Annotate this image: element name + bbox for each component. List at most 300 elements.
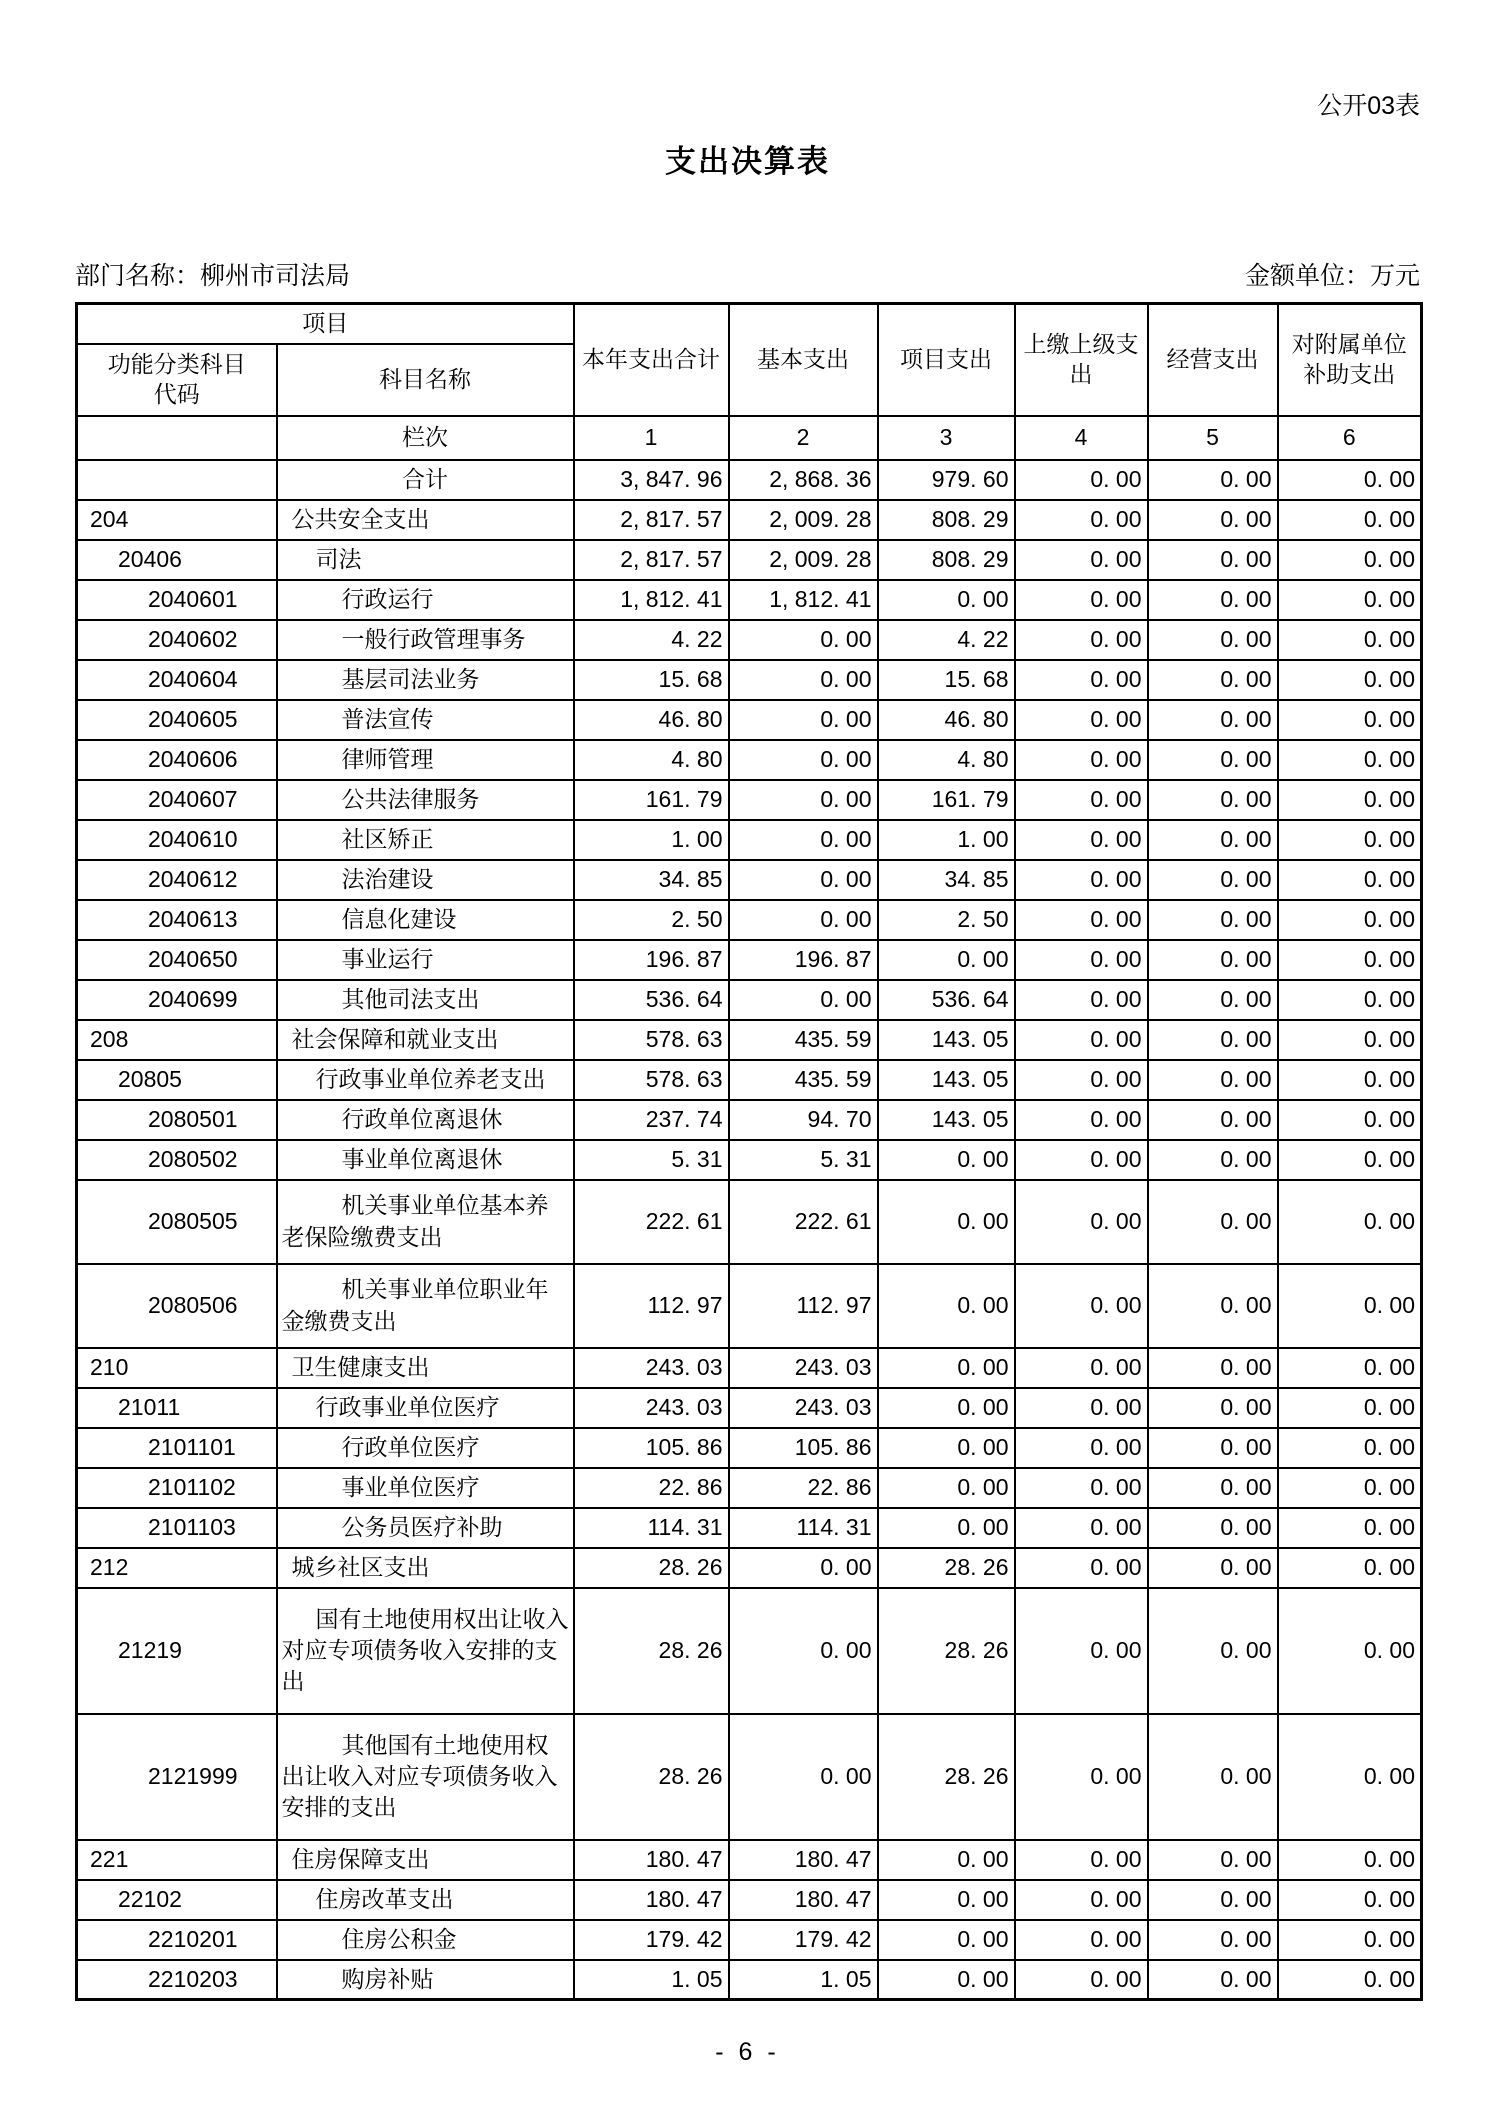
value-cell: 808. 29	[878, 540, 1015, 580]
value-cell: 28. 26	[878, 1588, 1015, 1714]
code-cell: 2040601	[77, 580, 277, 620]
code-cell: 2040606	[77, 740, 277, 780]
value-cell: 0. 00	[1278, 1880, 1422, 1920]
value-cell: 0. 00	[1015, 1960, 1148, 2000]
subject-name-cell: 国有土地使用权出让收入对应专项债务收入安排的支出	[277, 1588, 574, 1714]
subject-name-cell: 司法	[277, 540, 574, 580]
subject-name-cell: 公共法律服务	[277, 780, 574, 820]
value-cell: 0. 00	[1278, 1714, 1422, 1840]
value-cell: 22. 86	[574, 1468, 729, 1508]
value-cell: 180. 47	[729, 1880, 878, 1920]
value-cell: 0. 00	[1278, 1588, 1422, 1714]
value-cell: 0. 00	[1148, 820, 1278, 860]
code-cell: 212	[77, 1548, 277, 1588]
value-cell: 0. 00	[1148, 1468, 1278, 1508]
value-cell: 0. 00	[1015, 1920, 1148, 1960]
value-cell: 0. 00	[878, 580, 1015, 620]
subject-name-cell: 公共安全支出	[277, 500, 574, 540]
header-col-total: 本年支出合计	[574, 304, 729, 416]
value-cell: 4. 80	[574, 740, 729, 780]
department-label: 部门名称：柳州市司法局	[75, 262, 351, 290]
code-cell: 2040607	[77, 780, 277, 820]
code-cell: 2040612	[77, 860, 277, 900]
table-row	[77, 940, 1422, 980]
code-cell: 2040699	[77, 980, 277, 1020]
value-cell: 0. 00	[1015, 900, 1148, 940]
value-cell: 435. 59	[729, 1020, 878, 1060]
form-label: 公开03表	[1317, 92, 1420, 120]
value-cell: 15. 68	[574, 660, 729, 700]
table-row	[77, 1180, 1422, 1264]
value-cell: 179. 42	[729, 1920, 878, 1960]
value-cell: 0. 00	[1148, 700, 1278, 740]
table-row	[77, 1840, 1422, 1880]
value-cell: 979. 60	[878, 460, 1015, 500]
code-cell: 2080506	[77, 1264, 277, 1348]
value-cell: 112. 97	[729, 1264, 878, 1348]
code-cell: 20805	[77, 1060, 277, 1100]
value-cell: 0. 00	[1148, 1140, 1278, 1180]
value-cell: 0. 00	[729, 660, 878, 700]
subject-name-cell: 事业运行	[277, 940, 574, 980]
value-cell: 237. 74	[574, 1100, 729, 1140]
value-cell: 243. 03	[574, 1388, 729, 1428]
value-cell: 578. 63	[574, 1020, 729, 1060]
value-cell: 0. 00	[1015, 1548, 1148, 1588]
value-cell: 0. 00	[729, 780, 878, 820]
value-cell: 94. 70	[729, 1100, 878, 1140]
table-row	[77, 580, 1422, 620]
value-cell: 0. 00	[1015, 740, 1148, 780]
code-cell: 2101103	[77, 1508, 277, 1548]
code-cell: 2080502	[77, 1140, 277, 1180]
value-cell: 0. 00	[1148, 620, 1278, 660]
value-cell: 0. 00	[1278, 620, 1422, 660]
value-cell: 0. 00	[1278, 1020, 1422, 1060]
header-col-project-exp: 项目支出	[878, 304, 1015, 416]
subject-name-cell: 事业单位医疗	[277, 1468, 574, 1508]
value-cell: 28. 26	[574, 1548, 729, 1588]
value-cell: 196. 87	[729, 940, 878, 980]
code-cell: 2040650	[77, 940, 277, 980]
table-row	[77, 1388, 1422, 1428]
value-cell: 0. 00	[1015, 1180, 1148, 1264]
value-cell: 2. 50	[574, 900, 729, 940]
value-cell: 0. 00	[1148, 660, 1278, 700]
value-cell: 0. 00	[878, 1840, 1015, 1880]
value-cell: 808. 29	[878, 500, 1015, 540]
subject-name-cell: 公务员医疗补助	[277, 1508, 574, 1548]
subject-name-cell: 卫生健康支出	[277, 1348, 574, 1388]
value-cell: 143. 05	[878, 1060, 1015, 1100]
table-row	[77, 1100, 1422, 1140]
value-cell: 0. 00	[729, 740, 878, 780]
value-cell: 46. 80	[878, 700, 1015, 740]
value-cell: 0. 00	[1015, 1348, 1148, 1388]
value-cell: 0. 00	[1278, 1960, 1422, 2000]
value-cell: 0. 00	[1278, 660, 1422, 700]
code-cell: 208	[77, 1020, 277, 1060]
table-row	[77, 900, 1422, 940]
value-cell: 1, 812. 41	[729, 580, 878, 620]
value-cell: 0. 00	[878, 1140, 1015, 1180]
value-cell: 0. 00	[1148, 1388, 1278, 1428]
subject-name-cell: 事业单位离退休	[277, 1140, 574, 1180]
table-row	[77, 1508, 1422, 1548]
subject-name-cell: 法治建设	[277, 860, 574, 900]
code-cell	[77, 460, 277, 500]
table-row	[77, 1264, 1422, 1348]
subject-name-cell: 行政事业单位医疗	[277, 1388, 574, 1428]
value-cell: 0. 00	[878, 1920, 1015, 1960]
value-cell: 0. 00	[1278, 580, 1422, 620]
value-cell: 4. 22	[878, 620, 1015, 660]
value-cell: 0. 00	[1278, 1180, 1422, 1264]
code-cell: 20406	[77, 540, 277, 580]
value-cell: 3, 847. 96	[574, 460, 729, 500]
value-cell: 0. 00	[1148, 1428, 1278, 1468]
table-row	[77, 1588, 1422, 1714]
page-title: 支出决算表	[665, 144, 830, 179]
table-row	[77, 1960, 1422, 2000]
value-cell: 1. 05	[574, 1960, 729, 2000]
value-cell: 0. 00	[878, 1468, 1015, 1508]
value-cell: 0. 00	[1148, 500, 1278, 540]
table-row	[77, 1020, 1422, 1060]
value-cell: 114. 31	[574, 1508, 729, 1548]
value-cell: 0. 00	[1015, 1588, 1148, 1714]
lanci-col-1: 1	[574, 416, 729, 460]
value-cell: 0. 00	[1148, 980, 1278, 1020]
value-cell: 243. 03	[574, 1348, 729, 1388]
header-col-operating: 经营支出	[1148, 304, 1278, 416]
value-cell: 179. 42	[574, 1920, 729, 1960]
value-cell: 0. 00	[729, 1548, 878, 1588]
subject-name-cell: 住房保障支出	[277, 1840, 574, 1880]
table-row	[77, 460, 1422, 500]
value-cell: 0. 00	[878, 1348, 1015, 1388]
value-cell: 5. 31	[574, 1140, 729, 1180]
value-cell: 0. 00	[1015, 540, 1148, 580]
value-cell: 222. 61	[574, 1180, 729, 1264]
value-cell: 0. 00	[1015, 460, 1148, 500]
code-cell: 21011	[77, 1388, 277, 1428]
value-cell: 0. 00	[1148, 1880, 1278, 1920]
value-cell: 15. 68	[878, 660, 1015, 700]
value-cell: 0. 00	[729, 700, 878, 740]
subject-name-cell: 其他国有土地使用权出让收入对应专项债务收入安排的支出	[277, 1714, 574, 1840]
value-cell: 0. 00	[878, 1388, 1015, 1428]
value-cell: 2, 009. 28	[729, 500, 878, 540]
subject-name-cell: 一般行政管理事务	[277, 620, 574, 660]
subject-name-cell: 信息化建设	[277, 900, 574, 940]
value-cell: 0. 00	[1148, 1264, 1278, 1348]
value-cell: 0. 00	[1278, 700, 1422, 740]
lanci-empty-cell	[77, 416, 277, 460]
value-cell: 0. 00	[1015, 1468, 1148, 1508]
expenditure-table	[75, 302, 1423, 2001]
header-project: 项目	[77, 304, 574, 344]
lanci-label: 栏次	[277, 416, 574, 460]
value-cell: 0. 00	[1278, 900, 1422, 940]
subject-name-cell: 机关事业单位职业年金缴费支出	[277, 1264, 574, 1348]
value-cell: 0. 00	[1148, 1100, 1278, 1140]
value-cell: 0. 00	[1148, 1714, 1278, 1840]
value-cell: 0. 00	[729, 860, 878, 900]
subject-name-cell: 城乡社区支出	[277, 1548, 574, 1588]
value-cell: 0. 00	[1148, 1060, 1278, 1100]
table-row	[77, 620, 1422, 660]
value-cell: 0. 00	[1015, 700, 1148, 740]
value-cell: 180. 47	[574, 1840, 729, 1880]
value-cell: 0. 00	[1148, 1508, 1278, 1548]
value-cell: 0. 00	[1278, 820, 1422, 860]
value-cell: 0. 00	[1278, 1468, 1422, 1508]
value-cell: 143. 05	[878, 1100, 1015, 1140]
value-cell: 0. 00	[1015, 1508, 1148, 1548]
table-row	[77, 1468, 1422, 1508]
subject-name-cell: 行政运行	[277, 580, 574, 620]
value-cell: 0. 00	[1278, 1348, 1422, 1388]
code-cell: 204	[77, 500, 277, 540]
value-cell: 0. 00	[1015, 660, 1148, 700]
value-cell: 22. 86	[729, 1468, 878, 1508]
value-cell: 0. 00	[1278, 860, 1422, 900]
value-cell: 2, 817. 57	[574, 540, 729, 580]
value-cell: 1, 812. 41	[574, 580, 729, 620]
value-cell: 0. 00	[729, 980, 878, 1020]
subject-name-cell: 行政单位医疗	[277, 1428, 574, 1468]
value-cell: 105. 86	[574, 1428, 729, 1468]
subject-name-cell: 机关事业单位基本养老保险缴费支出	[277, 1180, 574, 1264]
value-cell: 0. 00	[1148, 780, 1278, 820]
value-cell: 0. 00	[1278, 1840, 1422, 1880]
value-cell: 0. 00	[1278, 540, 1422, 580]
lanci-col-4: 4	[1015, 416, 1148, 460]
value-cell: 0. 00	[1015, 1840, 1148, 1880]
value-cell: 0. 00	[878, 1960, 1015, 2000]
header-row-lanci	[77, 416, 1422, 460]
table-row	[77, 1920, 1422, 1960]
value-cell: 28. 26	[878, 1548, 1015, 1588]
table-row	[77, 780, 1422, 820]
value-cell: 243. 03	[729, 1388, 878, 1428]
value-cell: 1. 00	[574, 820, 729, 860]
table-row	[77, 1714, 1422, 1840]
value-cell: 161. 79	[878, 780, 1015, 820]
value-cell: 0. 00	[1148, 1020, 1278, 1060]
value-cell: 112. 97	[574, 1264, 729, 1348]
value-cell: 4. 80	[878, 740, 1015, 780]
lanci-col-5: 5	[1148, 416, 1278, 460]
value-cell: 0. 00	[1015, 1100, 1148, 1140]
value-cell: 0. 00	[1015, 780, 1148, 820]
table-row	[77, 980, 1422, 1020]
value-cell: 105. 86	[729, 1428, 878, 1468]
value-cell: 0. 00	[1148, 1840, 1278, 1880]
value-cell: 0. 00	[729, 900, 878, 940]
value-cell: 161. 79	[574, 780, 729, 820]
value-cell: 143. 05	[878, 1020, 1015, 1060]
header-col-subsidy: 对附属单位补助支出	[1278, 304, 1422, 416]
table-row	[77, 740, 1422, 780]
value-cell: 0. 00	[729, 1588, 878, 1714]
value-cell: 222. 61	[729, 1180, 878, 1264]
table-row	[77, 1140, 1422, 1180]
table-row	[77, 820, 1422, 860]
subject-name-cell: 购房补贴	[277, 1960, 574, 2000]
subject-name-cell: 合计	[277, 460, 574, 500]
table-row	[77, 1060, 1422, 1100]
code-cell: 2040602	[77, 620, 277, 660]
table-row	[77, 1428, 1422, 1468]
value-cell: 0. 00	[1278, 1508, 1422, 1548]
value-cell: 0. 00	[1148, 580, 1278, 620]
table-row	[77, 860, 1422, 900]
header-row-project	[77, 304, 1422, 344]
code-cell: 2101101	[77, 1428, 277, 1468]
value-cell: 0. 00	[1278, 1140, 1422, 1180]
value-cell: 536. 64	[878, 980, 1015, 1020]
code-cell: 2080505	[77, 1180, 277, 1264]
table-row	[77, 1548, 1422, 1588]
table-body	[77, 460, 1422, 2000]
value-cell: 180. 47	[574, 1880, 729, 1920]
value-cell: 0. 00	[729, 620, 878, 660]
value-cell: 114. 31	[729, 1508, 878, 1548]
value-cell: 0. 00	[1015, 980, 1148, 1020]
value-cell: 0. 00	[1278, 500, 1422, 540]
value-cell: 0. 00	[1015, 1428, 1148, 1468]
value-cell: 0. 00	[1015, 1714, 1148, 1840]
code-cell: 2210203	[77, 1960, 277, 2000]
value-cell: 0. 00	[1148, 900, 1278, 940]
subject-name-cell: 住房公积金	[277, 1920, 574, 1960]
meta-row	[75, 256, 1420, 292]
value-cell: 0. 00	[1148, 1348, 1278, 1388]
value-cell: 0. 00	[1278, 1388, 1422, 1428]
lanci-col-3: 3	[878, 416, 1015, 460]
value-cell: 0. 00	[1278, 1264, 1422, 1348]
value-cell: 0. 00	[1278, 1548, 1422, 1588]
value-cell: 2, 868. 36	[729, 460, 878, 500]
value-cell: 0. 00	[1278, 1100, 1422, 1140]
lanci-col-6: 6	[1278, 416, 1422, 460]
code-cell: 2040605	[77, 700, 277, 740]
page-number: - 6 -	[715, 2038, 780, 2066]
value-cell: 0. 00	[1148, 460, 1278, 500]
value-cell: 28. 26	[574, 1588, 729, 1714]
subject-name-cell: 行政单位离退休	[277, 1100, 574, 1140]
table-row	[77, 1348, 1422, 1388]
subject-name-cell: 社会保障和就业支出	[277, 1020, 574, 1060]
value-cell: 0. 00	[1278, 1428, 1422, 1468]
value-cell: 0. 00	[1015, 1140, 1148, 1180]
subject-name-cell: 行政事业单位养老支出	[277, 1060, 574, 1100]
code-cell: 2101102	[77, 1468, 277, 1508]
table-row	[77, 540, 1422, 580]
table-row	[77, 660, 1422, 700]
value-cell: 536. 64	[574, 980, 729, 1020]
subject-name-cell: 社区矫正	[277, 820, 574, 860]
value-cell: 0. 00	[878, 1180, 1015, 1264]
code-cell: 2040604	[77, 660, 277, 700]
value-cell: 0. 00	[1278, 780, 1422, 820]
value-cell: 0. 00	[1148, 1920, 1278, 1960]
value-cell: 0. 00	[1015, 820, 1148, 860]
table-row	[77, 500, 1422, 540]
value-cell: 0. 00	[1148, 1180, 1278, 1264]
value-cell: 1. 00	[878, 820, 1015, 860]
value-cell: 0. 00	[1015, 1060, 1148, 1100]
value-cell: 0. 00	[1148, 860, 1278, 900]
value-cell: 4. 22	[574, 620, 729, 660]
code-cell: 22102	[77, 1880, 277, 1920]
value-cell: 243. 03	[729, 1348, 878, 1388]
value-cell: 0. 00	[1015, 1388, 1148, 1428]
code-cell: 2210201	[77, 1920, 277, 1960]
subject-name-cell: 律师管理	[277, 740, 574, 780]
value-cell: 2, 009. 28	[729, 540, 878, 580]
code-cell: 21219	[77, 1588, 277, 1714]
value-cell: 0. 00	[729, 1714, 878, 1840]
table-row	[77, 700, 1422, 740]
code-cell: 210	[77, 1348, 277, 1388]
value-cell: 0. 00	[878, 940, 1015, 980]
value-cell: 435. 59	[729, 1060, 878, 1100]
value-cell: 0. 00	[729, 820, 878, 860]
value-cell: 0. 00	[1015, 580, 1148, 620]
value-cell: 2, 817. 57	[574, 500, 729, 540]
code-cell: 221	[77, 1840, 277, 1880]
value-cell: 0. 00	[1148, 1960, 1278, 2000]
subject-name-cell: 其他司法支出	[277, 980, 574, 1020]
value-cell: 0. 00	[1148, 540, 1278, 580]
value-cell: 0. 00	[1148, 940, 1278, 980]
code-cell: 2121999	[77, 1714, 277, 1840]
value-cell: 1. 05	[729, 1960, 878, 2000]
value-cell: 196. 87	[574, 940, 729, 980]
value-cell: 0. 00	[1148, 740, 1278, 780]
value-cell: 5. 31	[729, 1140, 878, 1180]
value-cell: 578. 63	[574, 1060, 729, 1100]
value-cell: 0. 00	[1278, 940, 1422, 980]
subject-name-cell: 普法宣传	[277, 700, 574, 740]
value-cell: 0. 00	[1015, 940, 1148, 980]
value-cell: 0. 00	[1015, 500, 1148, 540]
code-cell: 2080501	[77, 1100, 277, 1140]
code-cell: 2040613	[77, 900, 277, 940]
header-code-label: 功能分类科目代码	[77, 344, 277, 416]
value-cell: 0. 00	[878, 1428, 1015, 1468]
table-row	[77, 1880, 1422, 1920]
value-cell: 28. 26	[878, 1714, 1015, 1840]
value-cell: 0. 00	[1278, 1920, 1422, 1960]
value-cell: 0. 00	[1148, 1588, 1278, 1714]
value-cell: 34. 85	[878, 860, 1015, 900]
value-cell: 0. 00	[1015, 1880, 1148, 1920]
value-cell: 0. 00	[1278, 980, 1422, 1020]
value-cell: 0. 00	[878, 1880, 1015, 1920]
lanci-col-2: 2	[729, 416, 878, 460]
value-cell: 0. 00	[1148, 1548, 1278, 1588]
value-cell: 0. 00	[878, 1264, 1015, 1348]
subject-name-cell: 住房改革支出	[277, 1880, 574, 1920]
code-cell: 2040610	[77, 820, 277, 860]
value-cell: 34. 85	[574, 860, 729, 900]
value-cell: 28. 26	[574, 1714, 729, 1840]
value-cell: 46. 80	[574, 700, 729, 740]
